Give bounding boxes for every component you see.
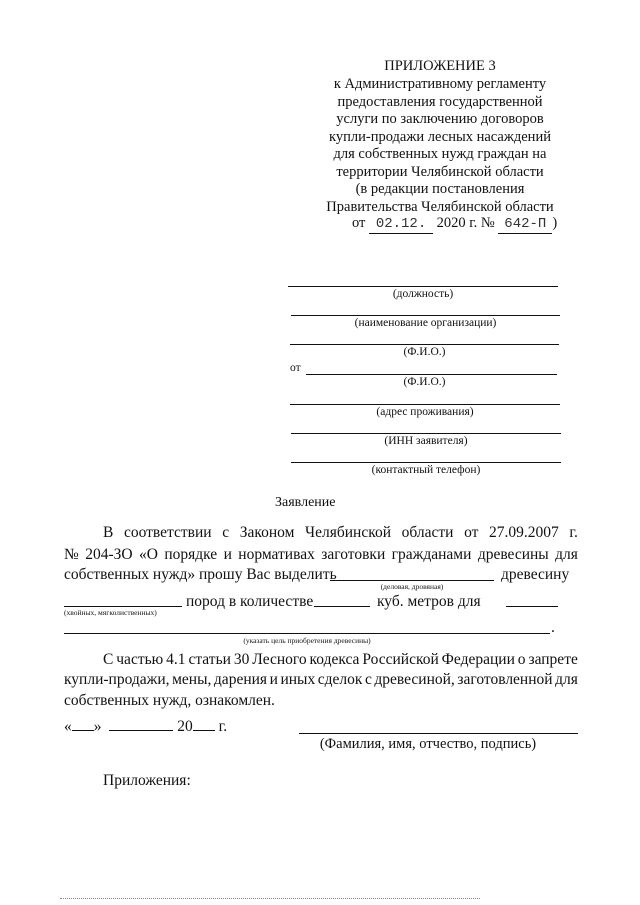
- fio-label-1: (Ф.И.О.): [403, 346, 446, 358]
- word: заготовленной: [457, 671, 553, 688]
- word: купли-продажи,: [64, 671, 170, 688]
- header-line: территории Челябинской области: [336, 163, 544, 180]
- header-line: услуги по заключению договоров: [336, 111, 544, 127]
- close-paren: ): [552, 215, 558, 231]
- address-label: (адрес проживания): [376, 406, 474, 418]
- paragraph1-line1: [103, 524, 578, 542]
- word: гражданами: [391, 546, 472, 563]
- species-line: [64, 606, 182, 607]
- signature-caption: (Фамилия, имя, отчество, подпись): [319, 736, 537, 752]
- word: 27.09.2007: [489, 524, 559, 541]
- decree-year: 2020 г. №: [436, 215, 495, 231]
- phone-line: [291, 462, 561, 463]
- word: о: [517, 651, 526, 668]
- word: от: [464, 524, 479, 541]
- appendix-title: ПРИЛОЖЕНИЕ 3: [384, 58, 496, 74]
- volume-line: [314, 606, 370, 607]
- word: дарения: [213, 671, 268, 688]
- hint-purpose: (указать цель приобретения древесины): [243, 636, 371, 645]
- word: и: [269, 671, 278, 688]
- hint-wood-type: (деловая, дровяная): [380, 582, 444, 591]
- paragraph2-line2: [64, 671, 578, 689]
- header-line: к Административному регламенту: [333, 76, 547, 92]
- word: С: [103, 651, 114, 668]
- paragraph1-line2: [64, 546, 578, 564]
- date-prefix: от: [352, 215, 366, 231]
- word: заготовки: [321, 546, 386, 563]
- from-prefix: от: [290, 362, 301, 374]
- word: для: [555, 546, 578, 563]
- paragraph1-line4-b: куб. метров для: [377, 593, 481, 610]
- word: запрете: [528, 651, 578, 668]
- word: древесины: [477, 546, 549, 563]
- paragraph1-line4-a: пород в количестве: [186, 593, 314, 610]
- fio-line-1: [290, 344, 559, 345]
- hint-species: (хвойных, мягколиственных): [64, 608, 157, 617]
- scan-artifact: [60, 898, 480, 899]
- fio-label-2: (Ф.И.О.): [403, 376, 446, 388]
- word: 204-ЗО: [85, 546, 133, 563]
- purpose-line-end: .: [551, 619, 555, 636]
- word: нормативах: [238, 546, 315, 563]
- document-title: Заявление: [275, 495, 336, 510]
- purpose-line: [64, 633, 550, 634]
- word: Челябинской: [305, 524, 391, 541]
- paragraph1-line3-end: древесину: [501, 566, 570, 583]
- organization-label: (наименование организации): [354, 317, 497, 329]
- inn-label: (ИНН заявителя): [384, 435, 468, 447]
- inn-line: [291, 433, 561, 434]
- purpose-start-line: [506, 606, 558, 607]
- wood-type-line: [330, 580, 494, 581]
- word: области: [401, 524, 454, 541]
- word: В: [103, 524, 114, 541]
- word: г.: [569, 524, 578, 541]
- word: 4.1: [166, 651, 186, 668]
- signature-line: [299, 733, 578, 734]
- word: Законом: [239, 524, 295, 541]
- quote-close: »: [93, 718, 102, 735]
- word: Федерации: [441, 651, 515, 668]
- word: сделок: [317, 671, 363, 688]
- organization-line: [291, 315, 560, 316]
- word: и: [223, 546, 232, 563]
- edition-date-line: [352, 214, 557, 234]
- word: №: [64, 546, 79, 563]
- word: статьи: [188, 651, 231, 668]
- word: с: [222, 524, 230, 541]
- paragraph2-line3: собственных нужд, ознакомлен.: [64, 692, 275, 709]
- word: иных: [280, 671, 316, 688]
- word: древесиной,: [374, 671, 455, 688]
- word: порядке: [164, 546, 218, 563]
- attachments-label: Приложения:: [103, 772, 191, 789]
- header-line: Правительства Челябинской области: [326, 198, 554, 215]
- year-suffix: г.: [218, 718, 228, 735]
- signature-date: [64, 718, 227, 736]
- header-line: (в редакции постановления: [355, 181, 525, 197]
- word: с: [364, 671, 372, 688]
- position-label: (должность): [392, 288, 454, 300]
- address-line: [290, 404, 560, 405]
- position-line: [288, 286, 558, 287]
- quote-open: «: [64, 718, 72, 735]
- header-line: купли-продажи лесных насаждений: [329, 128, 551, 145]
- header-line: предоставления государственной: [337, 93, 543, 110]
- word: мены,: [172, 671, 212, 688]
- header-line: для собственных нужд граждан на: [333, 146, 547, 162]
- year-prefix: 20: [177, 718, 193, 735]
- word: частью: [116, 651, 164, 668]
- word: 30: [233, 651, 250, 668]
- word: Лесного: [252, 651, 307, 668]
- paragraph2-line1: [103, 651, 578, 669]
- word: для: [555, 671, 578, 688]
- word: «О: [138, 546, 158, 563]
- fio-line-2: [306, 374, 557, 375]
- paragraph1-line3-start: собственных нужд» прошу Вас выделить: [64, 566, 337, 583]
- word: Российской: [362, 651, 439, 668]
- phone-label: (контактный телефон): [371, 464, 481, 476]
- word: кодекса: [309, 651, 360, 668]
- decree-number: 642-П: [498, 215, 552, 234]
- decree-date: 02.12.: [369, 215, 433, 234]
- word: соответствии: [123, 524, 212, 541]
